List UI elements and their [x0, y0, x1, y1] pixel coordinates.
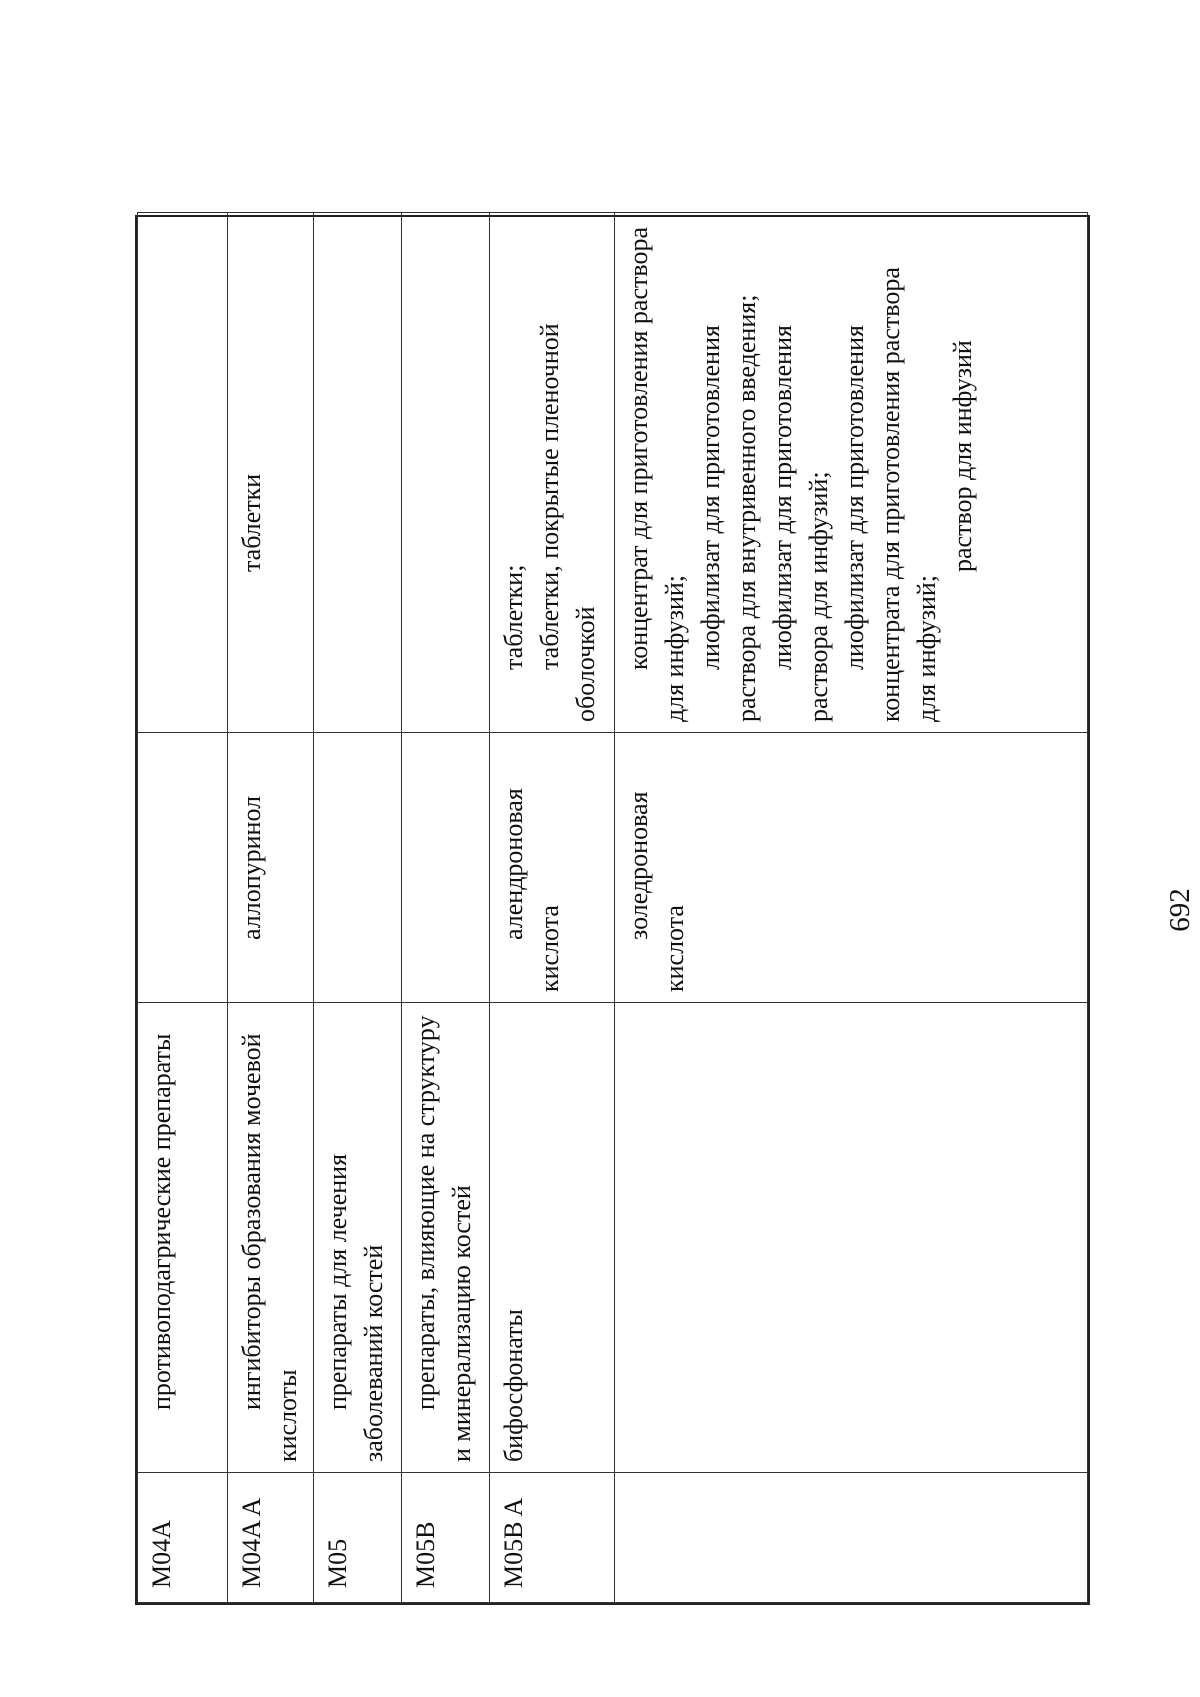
rotated-page	[135, 215, 1196, 1605]
substance-cell: алендроновая кислота	[490, 733, 615, 1003]
substance-cell	[402, 733, 490, 1003]
group-name-cell: препараты, влияющие на структуру и минерализацию костей	[402, 1003, 490, 1473]
table-row	[138, 213, 228, 1603]
dosage-forms-cell	[228, 213, 314, 733]
substance-cell	[314, 733, 402, 1003]
dosage-form: раствор для инфузий	[948, 340, 977, 572]
dosage-form: лиофилизат для приготовления концентрата для приготовления раствора для инфузий;	[840, 267, 941, 722]
substance-cell: аллопуринол	[228, 733, 314, 1003]
page-number: 692	[1164, 888, 1196, 932]
dosage-forms-cell	[615, 213, 1088, 733]
group-name-cell: бифосфонаты	[490, 1003, 615, 1473]
drug-table	[137, 212, 1088, 1603]
dosage-forms-cell	[490, 213, 615, 733]
dosage-form: концентрат для приготовления раствора для инфузий;	[624, 226, 689, 722]
dosage-forms-cell	[138, 213, 228, 733]
atc-code-cell: M05B	[402, 1473, 490, 1603]
substance-cell: золедроновая кислота	[615, 733, 1088, 1003]
dosage-form: таблетки;	[499, 564, 528, 670]
table-row	[402, 213, 490, 1603]
atc-code-cell: M05	[314, 1473, 402, 1603]
drug-table-frame	[135, 215, 1090, 1605]
atc-code-cell	[615, 1473, 1088, 1603]
atc-code-cell: M05B A	[490, 1473, 615, 1603]
table-row	[314, 213, 402, 1603]
group-name-cell: противоподагрические препараты	[138, 1003, 228, 1473]
table-row	[615, 213, 1088, 1603]
group-name-cell: препараты для лечения заболеваний костей	[314, 1003, 402, 1473]
table-row	[490, 213, 615, 1603]
group-name-cell: ингибиторы образования мочевой кислоты	[228, 1003, 314, 1473]
group-name-cell	[615, 1003, 1088, 1473]
atc-code-cell: M04A	[138, 1473, 228, 1603]
dosage-forms-cell	[314, 213, 402, 733]
dosage-form: таблетки	[237, 473, 266, 572]
table-row	[228, 213, 314, 1603]
dosage-form: таблетки, покрытые пленочной оболочкой	[535, 323, 600, 722]
substance-cell	[138, 733, 228, 1003]
dosage-form: лиофилизат для приготовления раствора для инфузий;	[768, 325, 833, 722]
atc-code-cell: M04A A	[228, 1473, 314, 1603]
dosage-forms-cell	[402, 213, 490, 733]
dosage-form: лиофилизат для приготовления раствора для внутривенного введения;	[696, 294, 761, 722]
